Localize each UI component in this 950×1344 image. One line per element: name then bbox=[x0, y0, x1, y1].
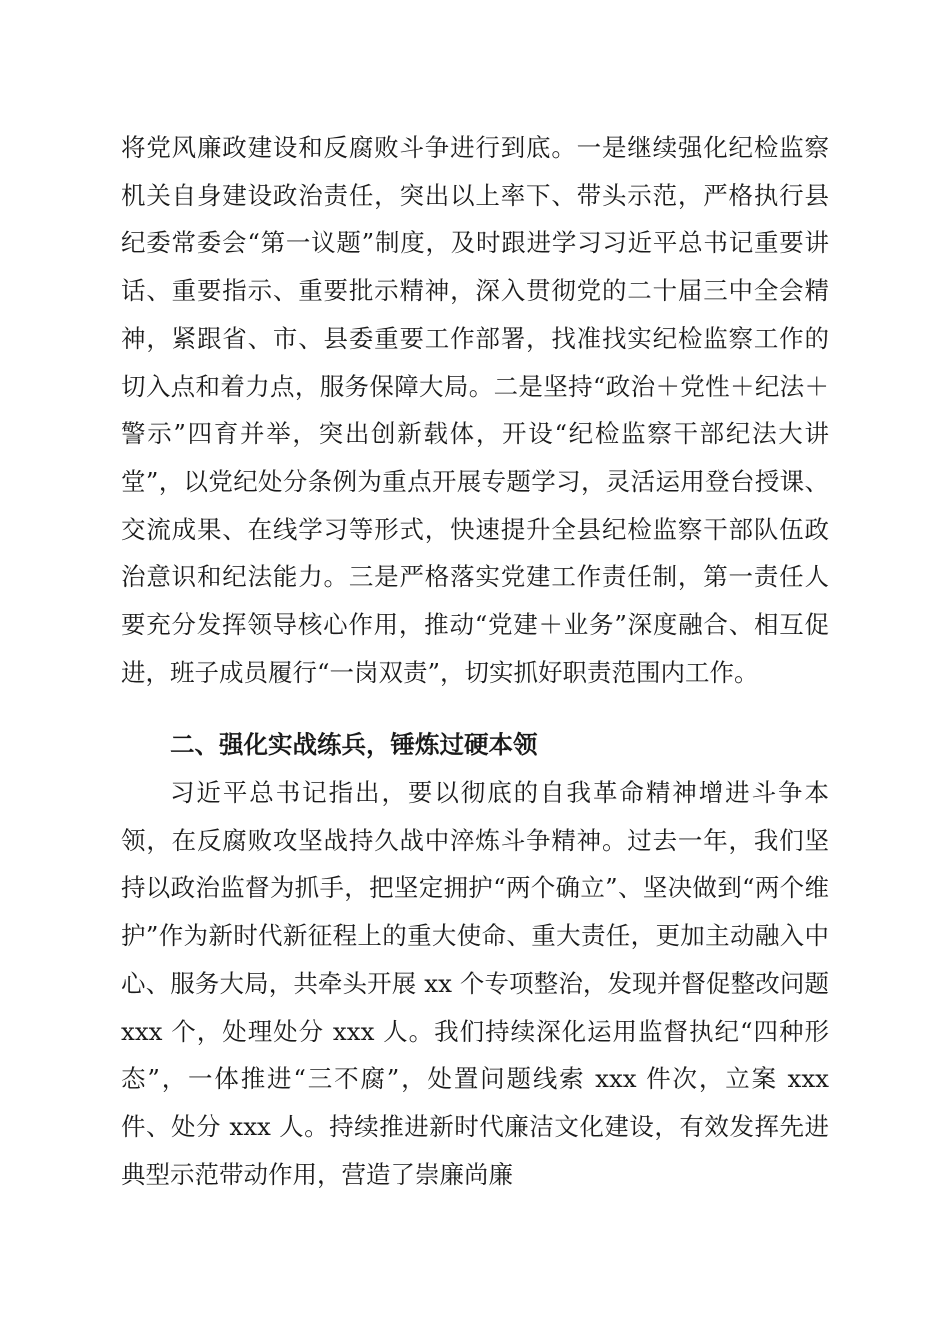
paragraph-continuation: 将党风廉政建设和反腐败斗争进行到底。一是继续强化纪检监察机关自身建设政治责任，突出以上率下、带头示范，严格执行县纪委常委会“第一议题”制度，及时跟进学习习近平总书记重要讲话、重要指示、重要批示精神，深入贯彻党的二十届三中全会精神，紧跟省、市、县委重要工作部署，找准找实纪检监察工作的切入点和着力点，服务保障大局。二是坚持“政治＋党性＋纪法＋警示”四育并举，突出创新载体，开设“纪检监察干部纪法大讲堂”，以党纪处分条例为重点开展专题学习，灵活运用登台授课、交流成果、在线学习等形式，快速提升全县纪检监察干部队伍政治意识和纪法能力。三是严格落实党建工作责任制，第一责任人要充分发挥领导核心作用，推动“党建＋业务”深度融合、相互促进，班子成员履行“一岗双责”，切实抓好职责范围内工作。 bbox=[121, 133, 829, 687]
section-paragraph: 习近平总书记指出，要以彻底的自我革命精神增进斗争本领，在反腐败攻坚战持久战中淬炼斗争精神。过去一年，我们坚持以政治监督为抓手，把坚定拥护“两个确立”、坚决做到“两个维护”作为新时代新征程上的重大使命、重大责任，更加主动融入中心、服务大局，共牵头开展 xx 个专项整治，发现并督促整改问题 xxx 个，处理处分 xxx 人。我们持续深化运用监督执纪“四种形态”，一体推进“三不腐”，处置问题线索 xxx 件次，立案 xxx 件、处分 xxx 人。持续推进新时代廉洁文化建设，有效发挥先进典型示范带动作用，营造了崇廉尚廉 bbox=[121, 778, 829, 1189]
section-heading: 二、强化实战练兵，锤炼过硬本领 bbox=[170, 730, 538, 759]
